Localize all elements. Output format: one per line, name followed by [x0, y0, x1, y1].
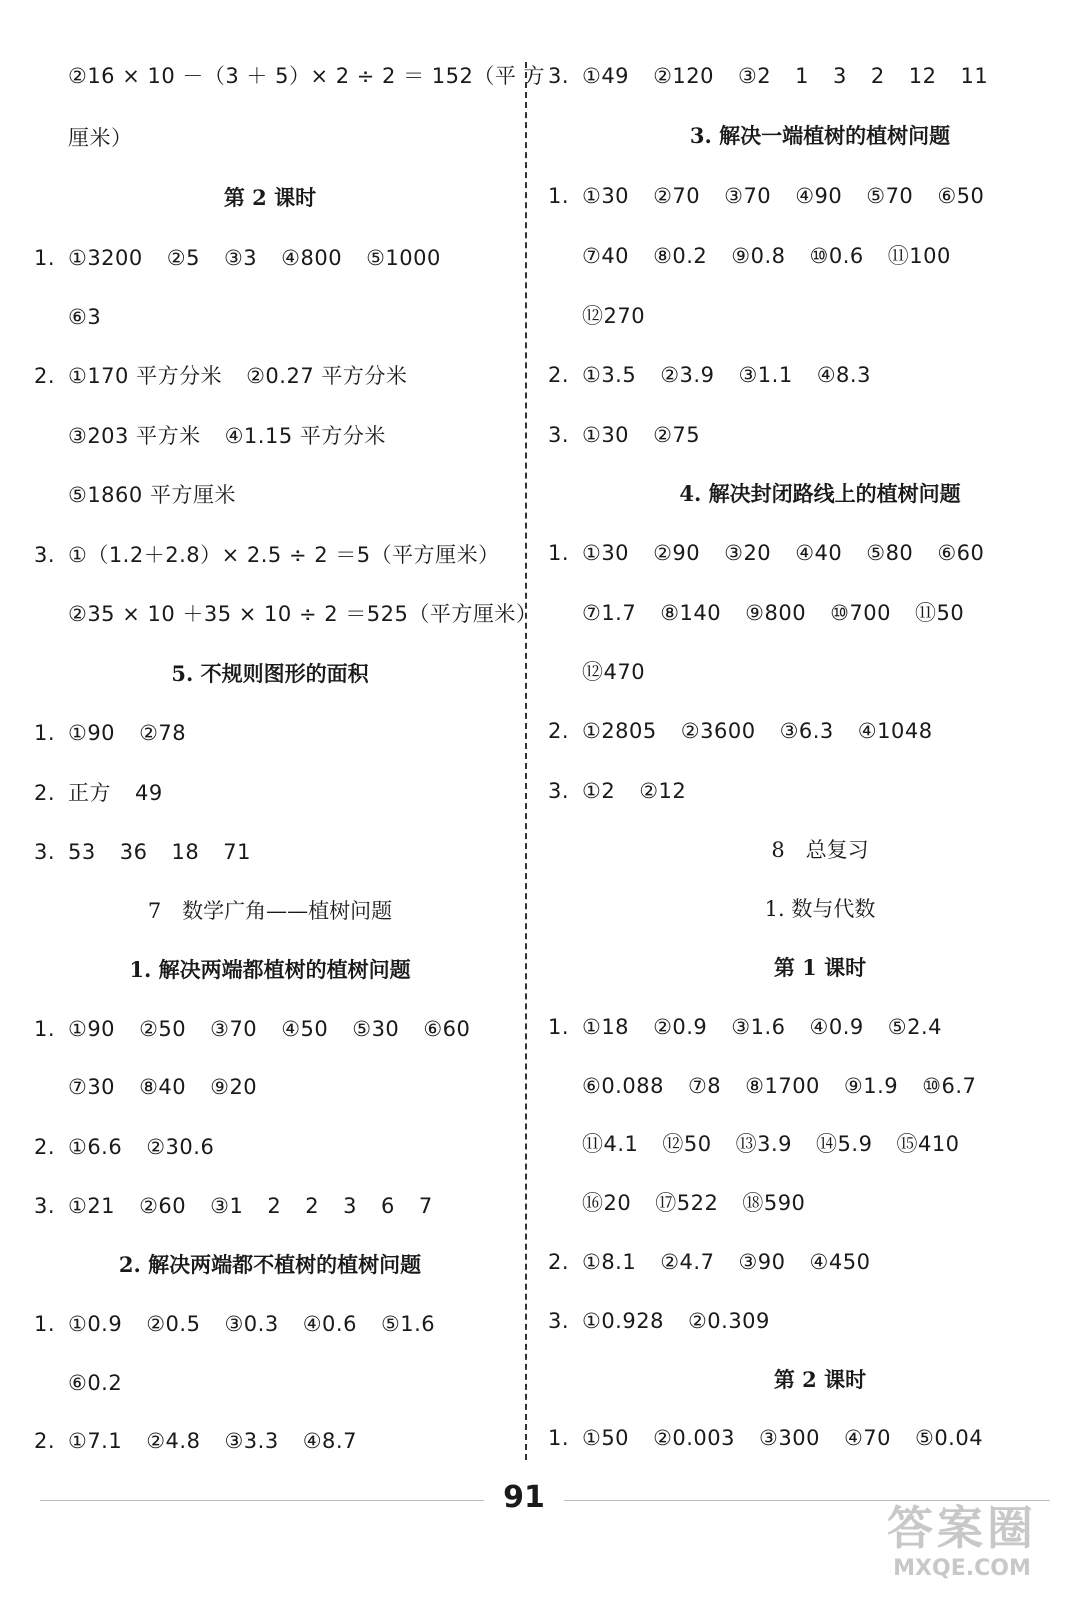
answer-item: ⑦30 — [68, 1075, 116, 1099]
answer-item: ②78 — [139, 721, 187, 745]
section-heading: 5. 不规则图形的面积 — [171, 661, 369, 686]
question-number: 1. — [548, 1015, 570, 1039]
answer-item: ⑦1.7 — [582, 601, 637, 625]
answer-item: ⑤1000 — [366, 246, 441, 270]
answer-line — [548, 1424, 1007, 1452]
answer-line — [34, 303, 125, 331]
answer-line — [548, 777, 710, 805]
answer-item: 2 — [267, 1194, 282, 1218]
answer-item: ③70 — [210, 1017, 258, 1041]
answer-item: ①50 — [582, 1426, 630, 1450]
question-number: 2. — [548, 363, 570, 387]
section-heading: 3. 解决一端植树的植树问题 — [689, 123, 951, 148]
answer-item: ④50 — [281, 1017, 329, 1041]
answer-item: ①6.6 — [68, 1135, 123, 1159]
answer-item: ③1.1 — [738, 363, 793, 387]
watermark-logo-text: 答案圈 — [887, 1501, 1037, 1555]
question-number: 3. — [548, 779, 570, 803]
answer-item: ⑤80 — [866, 541, 914, 565]
answer-item: ⑨0.8 — [731, 244, 786, 268]
answer-item: ①21 — [68, 1194, 116, 1218]
answer-item: ⑧1700 — [745, 1074, 820, 1098]
question-number: 2. — [34, 364, 56, 388]
answer-item: ①7.1 — [68, 1429, 123, 1453]
answer-item: ①170 平方分米 — [68, 364, 223, 388]
answer-line — [548, 539, 1008, 567]
answer-item: ②0.27 平方分米 — [246, 364, 408, 388]
answer-item: ⑥3 — [68, 305, 102, 329]
answer-item: ③0.3 — [224, 1312, 279, 1336]
answer-item: ⑧140 — [660, 601, 722, 625]
answer-line — [548, 1072, 1000, 1100]
answer-item: ⑬3.9 — [735, 1132, 793, 1156]
answer-item: ⑰522 — [655, 1191, 719, 1215]
answer-item: ③203 平方米 — [68, 424, 201, 448]
answer-line — [548, 1248, 894, 1276]
answer-item: ②50 — [139, 1017, 187, 1041]
answer-item: 36 — [119, 840, 148, 864]
answer-line — [34, 362, 431, 390]
answer-item: ⑤1.6 — [380, 1312, 436, 1336]
answer-line — [548, 1013, 966, 1041]
answer-line — [34, 124, 157, 152]
answer-item: 18 — [171, 840, 200, 864]
answer-item: ②16 × 10 －（3 ＋ 5）× 2 ÷ 2 ＝ 152（平 方 — [68, 64, 546, 88]
answer-item: ①18 — [582, 1015, 630, 1039]
answer-item: ①0.9 — [68, 1312, 123, 1336]
answer-item: ⑤0.04 — [915, 1426, 984, 1450]
answer-line — [548, 1189, 829, 1217]
answer-item: ⑤70 — [866, 184, 914, 208]
answer-item: ④40 — [795, 541, 843, 565]
answer-line — [34, 1427, 381, 1455]
answer-item: 3 — [833, 64, 847, 88]
answer-line — [548, 1307, 794, 1335]
answer-item: ⑫270 — [582, 304, 646, 328]
section-heading: 第 1 课时 — [773, 955, 867, 980]
answer-item: ⑦8 — [687, 1074, 722, 1098]
answer-item: ②60 — [139, 1194, 187, 1218]
answer-item: ⑨800 — [745, 601, 807, 625]
question-number: 3. — [548, 423, 570, 447]
answer-line — [34, 481, 260, 509]
answer-line — [34, 838, 275, 866]
answer-item: ⑨20 — [210, 1075, 258, 1099]
answer-item: ⑥60 — [937, 541, 985, 565]
question-number: 3. — [34, 840, 56, 864]
answer-item: ⑪4.1 — [582, 1132, 639, 1156]
question-number: 2. — [34, 1429, 56, 1453]
answer-item: ①90 — [68, 721, 116, 745]
answer-line — [34, 62, 569, 90]
answer-item: ④800 — [281, 246, 343, 270]
question-number: 1. — [548, 541, 570, 565]
answer-item: ⑩700 — [830, 601, 891, 625]
answer-item: ①90 — [68, 1017, 116, 1041]
answer-item: ①30 — [582, 423, 630, 447]
answer-item: 1 — [795, 64, 810, 88]
answer-item: 11 — [960, 64, 989, 88]
answer-item: ⑱590 — [742, 1191, 806, 1215]
answer-item: ③3.3 — [224, 1429, 279, 1453]
answer-item: ②35 × 10 ＋35 × 10 ÷ 2 ＝525（平方厘米） — [68, 602, 538, 626]
answer-item: ⑪50 — [915, 601, 965, 625]
answer-line — [548, 242, 975, 270]
answer-line — [34, 779, 187, 807]
answer-item: ④8.3 — [816, 363, 871, 387]
answer-item: ④0.6 — [302, 1312, 357, 1336]
answer-line — [548, 302, 669, 330]
answer-item: ①3.5 — [582, 363, 637, 387]
answer-item: ⑤1860 平方厘米 — [68, 483, 236, 507]
answer-item: ②0.9 — [653, 1015, 708, 1039]
answer-item: 71 — [223, 840, 251, 864]
answer-item: ⑪100 — [887, 244, 951, 268]
answer-item: ⑫470 — [582, 660, 646, 684]
answer-line — [548, 182, 1008, 210]
answer-line — [548, 361, 895, 389]
question-number: 3. — [548, 64, 570, 88]
question-number: 2. — [34, 781, 56, 805]
answer-item: ⑫50 — [662, 1132, 712, 1156]
question-number: 1. — [548, 184, 570, 208]
answer-line — [34, 1192, 457, 1220]
answer-line — [34, 1133, 238, 1161]
question-number: 1. — [34, 721, 56, 745]
answer-item: ②0.003 — [653, 1426, 736, 1450]
question-number: 3. — [34, 1194, 56, 1218]
answer-item: ②3600 — [680, 719, 756, 743]
answer-item: ⑩0.6 — [809, 244, 864, 268]
answer-item: ①2 — [582, 779, 616, 803]
answer-item: ⑧0.2 — [653, 244, 708, 268]
answer-item: ③70 — [724, 184, 772, 208]
question-number: 1. — [548, 1426, 570, 1450]
answer-item: ①2805 — [582, 719, 657, 743]
answer-line — [548, 599, 988, 627]
page-number: 91 — [484, 1478, 564, 1518]
answer-item: ⑥0.2 — [68, 1371, 123, 1395]
answer-item: ②12 — [639, 779, 687, 803]
answer-item: ④1048 — [857, 719, 933, 743]
watermark-domain: MXQE.COM — [893, 1556, 1031, 1581]
section-heading: 第 2 课时 — [223, 185, 317, 210]
section-heading: 8 总复习 — [771, 838, 869, 862]
answer-line — [548, 421, 724, 449]
answer-item: ①（1.2＋2.8）× 2.5 ÷ 2 ＝5（平方厘米） — [68, 543, 500, 567]
answer-item: ⑥60 — [423, 1017, 471, 1041]
answer-item: ②75 — [653, 423, 701, 447]
question-number: 3. — [34, 543, 56, 567]
answer-item: ②4.7 — [660, 1250, 715, 1274]
answer-item: ②30.6 — [146, 1135, 215, 1159]
answer-item: ①49 — [582, 64, 630, 88]
question-number: 1. — [34, 1312, 56, 1336]
answer-item: ③20 — [724, 541, 772, 565]
answer-item: ③1 — [210, 1194, 244, 1218]
answer-item: 49 — [135, 781, 163, 805]
answer-item: ⑦40 — [582, 244, 630, 268]
answer-item: ②120 — [653, 64, 714, 88]
answer-item: ③90 — [738, 1250, 786, 1274]
answer-item: ②0.309 — [687, 1309, 770, 1333]
answer-item: ①3200 — [68, 246, 143, 270]
column-divider — [525, 62, 527, 1460]
answer-item: ④450 — [809, 1250, 871, 1274]
answer-item: 厘米） — [68, 126, 133, 150]
answer-item: 7 — [418, 1194, 433, 1218]
answer-item: ②90 — [653, 541, 701, 565]
answer-item: ③3 — [223, 246, 258, 270]
answer-line — [34, 1369, 146, 1397]
answer-item: ④90 — [795, 184, 843, 208]
answer-line — [548, 717, 957, 745]
answer-item: ③2 — [737, 64, 772, 88]
answer-line — [548, 1130, 984, 1158]
answer-item: ①0.928 — [582, 1309, 664, 1333]
answer-item: ⑭5.9 — [816, 1132, 873, 1156]
answer-line — [548, 62, 1012, 90]
answer-item: ⑥50 — [937, 184, 985, 208]
answer-item: ④70 — [843, 1426, 891, 1450]
answer-item: ⑥0.088 — [582, 1074, 664, 1098]
answer-item: ⑮410 — [896, 1132, 960, 1156]
answer-item: ④0.9 — [809, 1015, 864, 1039]
answer-item: 2 — [305, 1194, 320, 1218]
answer-line — [34, 719, 210, 747]
question-number: 2. — [548, 719, 570, 743]
answer-item: ②4.8 — [146, 1429, 201, 1453]
question-number: 2. — [548, 1250, 570, 1274]
answer-item: 正方 — [68, 781, 111, 805]
answer-line — [34, 541, 524, 569]
answer-item: ⑧40 — [139, 1075, 187, 1099]
answer-item: 3 — [343, 1194, 357, 1218]
answer-item: ③6.3 — [779, 719, 834, 743]
answer-item: 12 — [908, 64, 937, 88]
answer-line — [34, 1073, 281, 1101]
answer-item: ②70 — [653, 184, 701, 208]
answer-item: ⑨1.9 — [843, 1074, 899, 1098]
section-heading: 1. 解决两端都植树的植树问题 — [129, 957, 411, 982]
answer-line — [548, 658, 669, 686]
answer-item: ②0.5 — [146, 1312, 201, 1336]
answer-item: ⑤30 — [352, 1017, 400, 1041]
answer-item: ②3.9 — [660, 363, 715, 387]
answer-item: 6 — [380, 1194, 395, 1218]
section-heading: 第 2 课时 — [773, 1367, 867, 1392]
answer-line — [34, 1310, 459, 1338]
answer-item: 53 — [68, 840, 96, 864]
answer-item: ④1.15 平方分米 — [224, 424, 386, 448]
answer-item: ③300 — [759, 1426, 820, 1450]
question-number: 1. — [34, 246, 56, 270]
answer-line — [34, 1015, 494, 1043]
answer-item: ①8.1 — [582, 1250, 637, 1274]
question-number: 1. — [34, 1017, 56, 1041]
answer-item: ①30 — [582, 541, 630, 565]
answer-item: ⑩6.7 — [922, 1074, 977, 1098]
answer-item: ④8.7 — [302, 1429, 357, 1453]
watermark-logo — [862, 1500, 1062, 1590]
section-heading: 4. 解决封闭路线上的植树问题 — [679, 481, 961, 506]
answer-item: ②5 — [166, 246, 200, 270]
section-heading: 7 数学广角——植树问题 — [147, 899, 393, 923]
answer-line — [34, 600, 561, 628]
answer-item: 2 — [870, 64, 885, 88]
question-number: 2. — [34, 1135, 56, 1159]
section-heading: 1. 数与代数 — [764, 897, 876, 921]
answer-line — [34, 422, 410, 450]
answer-item: ⑤2.4 — [887, 1015, 942, 1039]
section-heading: 2. 解决两端都不植树的植树问题 — [118, 1252, 422, 1277]
answer-item: ①30 — [582, 184, 630, 208]
answer-item: ③1.6 — [731, 1015, 786, 1039]
question-number: 3. — [548, 1309, 570, 1333]
answer-line — [34, 244, 465, 272]
answer-item: ⑯20 — [582, 1191, 632, 1215]
